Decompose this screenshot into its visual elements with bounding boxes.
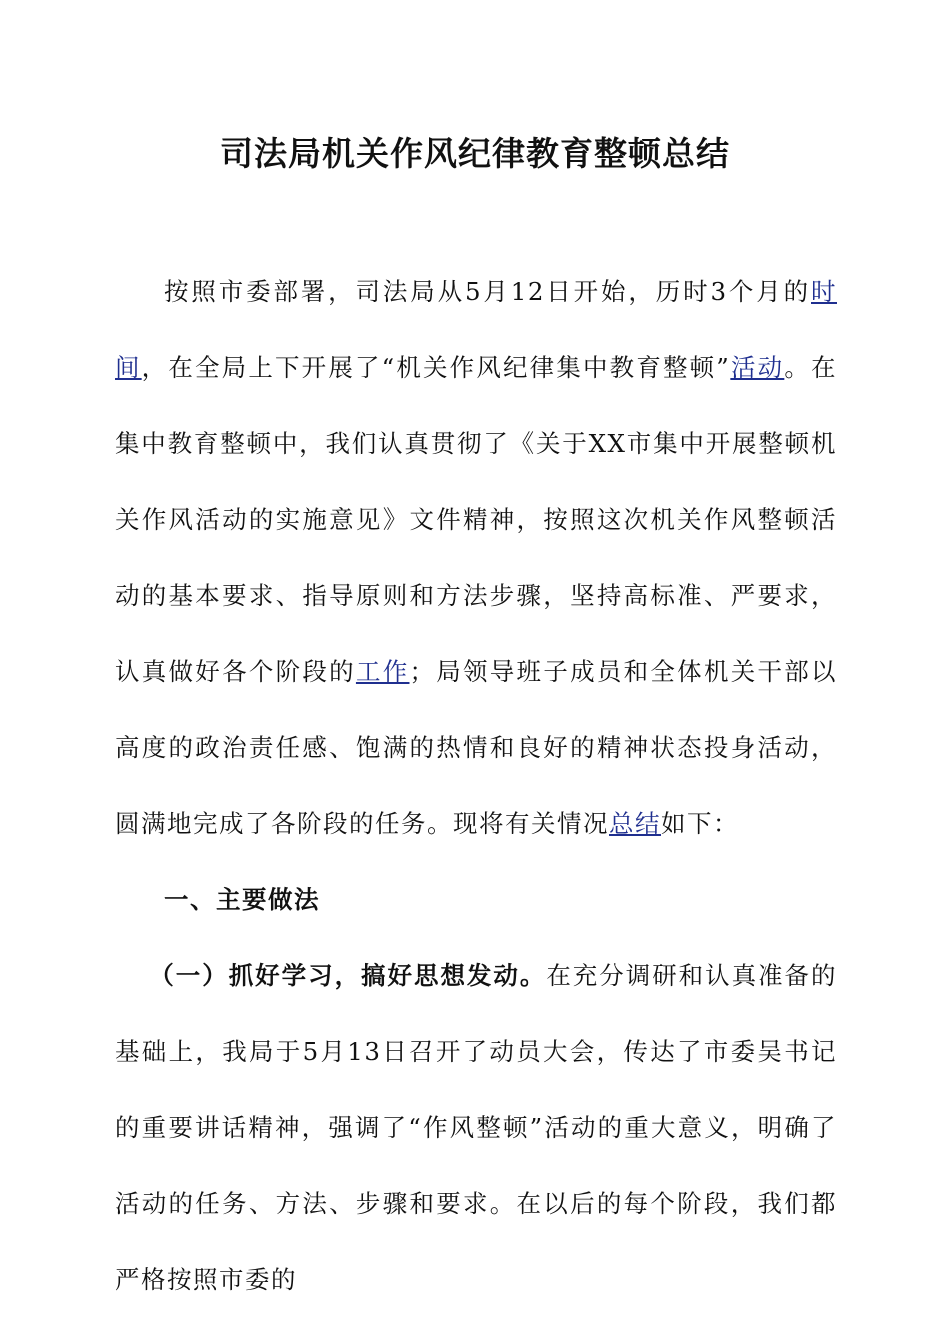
document-body	[115, 254, 837, 1318]
intro-text-2: ，在全局上下开展了“机关作风纪律集中教育整顿”	[141, 353, 731, 382]
link-time[interactable]: 时间	[115, 277, 837, 382]
intro-text-3: 。在集中教育整顿中，我们认真贯彻了《关于XX市集中开展整顿机关作风活动的实施意见》文件精神，按照这次机关作风整顿活动的基本要求、指导原则和方法步骤，坚持高标准、严要求，认真做好各个阶段的	[115, 353, 838, 686]
link-summary[interactable]: 总结	[609, 809, 661, 838]
intro-text-4: ；局领导班子成员和全体机关干部以高度的政治责任感、饱满的热情和良好的精神状态投身活动，圆满地完成了各阶段的任务。现将有关情况	[115, 657, 838, 838]
link-activity[interactable]: 活动	[730, 353, 785, 382]
section1-text: 在充分调研和认真准备的基础上，我局于5月13日召开了动员大会，传达了市委吴书记的重要讲话精神，强调了“作风整顿”活动的重大意义，明确了活动的任务、方法、步骤和要求。在以后的每个阶段，我们都严格按照市委的	[115, 961, 838, 1294]
section1-lead: （一）抓好学习，搞好思想发动。	[149, 961, 547, 990]
document-title: 司法局机关作风纪律教育整顿总结	[220, 134, 730, 173]
intro-paragraph	[115, 254, 837, 862]
intro-text-5: 如下：	[661, 809, 739, 838]
section-heading-main-practices: 一、主要做法	[164, 885, 320, 914]
link-work[interactable]: 工作	[355, 657, 410, 686]
section1-paragraph	[115, 938, 837, 1318]
intro-text-1: 按照市委部署，司法局从5月12日开始，历时3个月的	[164, 277, 811, 306]
